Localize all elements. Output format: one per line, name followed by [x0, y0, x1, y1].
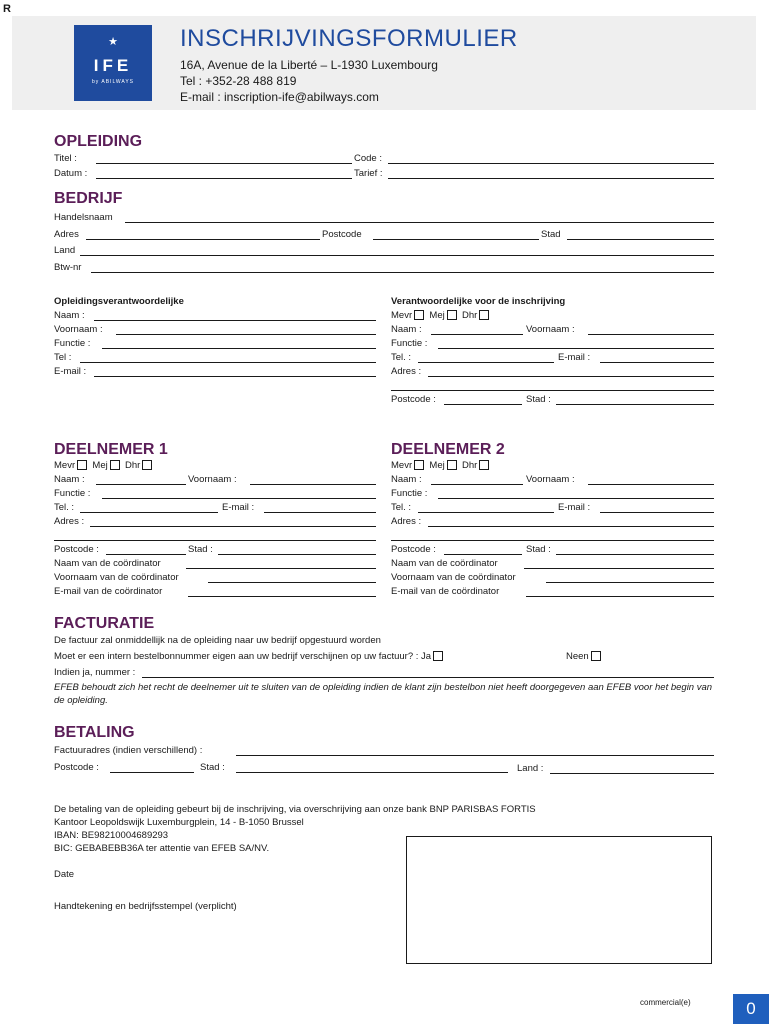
facturatie-neen: Neen [566, 651, 601, 662]
label-d1-naam: Naam : [54, 474, 85, 485]
field-d1-stad[interactable] [218, 554, 376, 555]
field-d2-coord-voornaam[interactable] [546, 582, 714, 583]
checkbox-right-mej[interactable] [447, 310, 457, 320]
field-adres[interactable] [86, 239, 320, 240]
label-d1-coord-naam: Naam van de coördinator [54, 558, 161, 569]
label-d2-stad: Stad : [526, 544, 551, 555]
label-d1-tel: Tel. : [54, 502, 75, 513]
field-stad[interactable] [567, 239, 714, 240]
label-d1-adres: Adres : [54, 516, 85, 527]
checkbox-d1-mevr[interactable] [77, 460, 87, 470]
label-d1-email: E-mail : [222, 502, 255, 513]
label-bet-land: Land : [517, 763, 544, 774]
field-bet-stad[interactable] [236, 772, 508, 773]
field-bet-postcode[interactable] [110, 772, 194, 773]
field-left-email[interactable] [94, 376, 376, 377]
label-right-naam: Naam : [391, 324, 422, 335]
section-facturatie: FACTURATIE [54, 615, 155, 632]
field-d2-postcode[interactable] [444, 554, 522, 555]
corner-mark: R [3, 3, 11, 15]
label-right-adres: Adres : [391, 366, 422, 377]
ife-logo: ★ IFE by ABILWAYS [74, 25, 152, 101]
checkbox-right-dhr[interactable] [479, 310, 489, 320]
field-land[interactable] [80, 255, 714, 256]
label-right-voornaam: Voornaam : [526, 324, 575, 335]
label-postcode: Postcode [322, 229, 362, 240]
facturatie-line-2: Moet er een intern bestelbonnummer eigen aan uw bedrijf verschijnen op uw factuur? : Ja [54, 651, 443, 662]
label-d2-voornaam: Voornaam : [526, 474, 575, 485]
salutation-row-d1: Mevr Mej Dhr [54, 460, 152, 471]
label-d1-postcode: Postcode : [54, 544, 99, 555]
label-date: Date [54, 869, 75, 880]
label-stad: Stad [541, 229, 561, 240]
label-d2-functie: Functie : [391, 488, 428, 499]
field-d1-naam[interactable] [96, 484, 186, 485]
label-bet-stad: Stad : [200, 762, 225, 773]
heading-opleidingsverantwoordelijke: Opleidingsverantwoordelijke [54, 296, 184, 307]
field-right-adres[interactable] [428, 376, 714, 377]
heading-verantwoordelijke-inschrijving: Verantwoordelijke voor de inschrijving [391, 296, 566, 307]
label-land: Land [54, 245, 76, 256]
label-d2-coord-naam: Naam van de coördinator [391, 558, 498, 569]
footer-label: commercial(e) [640, 998, 691, 1007]
label-left-functie: Functie : [54, 338, 91, 349]
field-d2-adres[interactable] [428, 526, 714, 527]
field-d1-voornaam[interactable] [250, 484, 376, 485]
betaling-info-2: Kantoor Leopoldswijk Luxemburgplein, 14 - B-1050 Brussel [54, 817, 304, 828]
checkbox-neen[interactable] [591, 651, 601, 661]
field-d1-postcode[interactable] [106, 554, 186, 555]
field-d1-adres-2[interactable] [54, 540, 376, 541]
label-d1-functie: Functie : [54, 488, 91, 499]
label-left-tel: Tel : [54, 352, 72, 363]
field-left-functie[interactable] [102, 348, 376, 349]
label-d2-email: E-mail : [558, 502, 591, 513]
field-d2-email[interactable] [600, 512, 714, 513]
label-d2-naam: Naam : [391, 474, 422, 485]
label-right-postcode: Postcode : [391, 394, 436, 405]
label-d2-coord-email: E-mail van de coördinator [391, 586, 500, 597]
field-d1-adres[interactable] [90, 526, 376, 527]
checkbox-d2-dhr[interactable] [479, 460, 489, 470]
label-btw: Btw-nr [54, 262, 82, 273]
field-d1-email[interactable] [264, 512, 376, 513]
checkbox-ja[interactable] [433, 651, 443, 661]
field-titel[interactable] [96, 163, 352, 164]
header-email: E-mail : inscription-ife@abilways.com [180, 90, 379, 104]
field-handelsnaam[interactable] [125, 222, 714, 223]
field-left-voornaam[interactable] [116, 334, 376, 335]
field-right-naam[interactable] [431, 334, 523, 335]
label-bet-postcode: Postcode : [54, 762, 99, 773]
label-left-email: E-mail : [54, 366, 87, 377]
field-postcode[interactable] [373, 239, 539, 240]
field-bet-land[interactable] [550, 773, 714, 774]
label-d1-voornaam: Voornaam : [188, 474, 237, 485]
field-datum[interactable] [96, 178, 352, 179]
field-d1-functie[interactable] [102, 498, 376, 499]
checkbox-d2-mevr[interactable] [414, 460, 424, 470]
label-right-email: E-mail : [558, 352, 591, 363]
field-factuuradres[interactable] [236, 755, 714, 756]
field-right-postcode[interactable] [444, 404, 522, 405]
label-signature: Handtekening en bedrijfsstempel (verplicht) [54, 901, 237, 912]
section-deelnemer-2: DEELNEMER 2 [391, 441, 505, 458]
field-d2-naam[interactable] [431, 484, 523, 485]
label-right-stad: Stad : [526, 394, 551, 405]
label-d2-coord-voornaam: Voornaam van de coördinator [391, 572, 516, 583]
header-address: 16A, Avenue de la Liberté – L-1930 Luxembourg [180, 58, 438, 72]
label-d2-postcode: Postcode : [391, 544, 436, 555]
field-d2-coord-email[interactable] [526, 596, 714, 597]
field-right-tel[interactable] [418, 362, 554, 363]
label-code: Code : [354, 153, 382, 164]
field-right-email[interactable] [600, 362, 714, 363]
label-tarief: Tarief : [354, 168, 383, 179]
betaling-iban: IBAN: BE98210004689293 [54, 830, 169, 841]
page-number-badge: 0 [733, 994, 769, 1024]
label-handelsnaam: Handelsnaam [54, 212, 113, 223]
facturatie-note: EFEB behoudt zich het recht de deelnemer uit te sluiten van de opleiding indien de klant zijn bestelbon niet heeft doorgegeven aan EFEB voor het begin van de opleiding. [54, 682, 713, 706]
field-d2-voornaam[interactable] [588, 484, 714, 485]
label-adres: Adres [54, 229, 79, 240]
page-title: INSCHRIJVINGSFORMULIER [180, 25, 518, 52]
label-d2-adres: Adres : [391, 516, 422, 527]
label-right-tel: Tel. : [391, 352, 412, 363]
label-factuuradres: Factuuradres (indien verschillend) : [54, 745, 203, 756]
section-betaling: BETALING [54, 724, 135, 741]
field-d2-coord-naam[interactable] [524, 568, 714, 569]
field-right-adres-2[interactable] [391, 390, 714, 391]
field-left-naam[interactable] [94, 320, 376, 321]
field-tarief[interactable] [388, 178, 714, 179]
signature-box[interactable] [406, 836, 712, 964]
logo-star-icon: ★ [108, 36, 118, 48]
label-d2-tel: Tel. : [391, 502, 412, 513]
field-d1-tel[interactable] [80, 512, 218, 513]
field-right-functie[interactable] [438, 348, 714, 349]
checkbox-d2-mej[interactable] [447, 460, 457, 470]
facturatie-line-1: De factuur zal onmiddellijk na de opleiding naar uw bedrijf opgestuurd worden [54, 635, 381, 646]
field-right-voornaam[interactable] [588, 334, 714, 335]
betaling-info-1: De betaling van de opleiding gebeurt bij de inschrijving, via overschrijving aan onze bank BNP PARISBAS FORTIS [54, 804, 536, 815]
section-bedrijf: BEDRIJF [54, 190, 123, 207]
field-d1-coord-email[interactable] [188, 596, 376, 597]
field-d2-functie[interactable] [438, 498, 714, 499]
field-d1-coord-voornaam[interactable] [208, 582, 376, 583]
label-right-functie: Functie : [391, 338, 428, 349]
field-code[interactable] [388, 163, 714, 164]
field-left-tel[interactable] [80, 362, 376, 363]
salutation-row-d2: Mevr Mej Dhr [391, 460, 489, 471]
label-left-voornaam: Voornaam : [54, 324, 103, 335]
field-btw[interactable] [91, 272, 714, 273]
field-d1-coord-naam[interactable] [186, 568, 376, 569]
field-right-stad[interactable] [556, 404, 714, 405]
field-d2-adres-2[interactable] [391, 540, 714, 541]
label-titel: Titel : [54, 153, 77, 164]
label-d1-stad: Stad : [188, 544, 213, 555]
checkbox-d1-mej[interactable] [110, 460, 120, 470]
facturatie-line-3: Indien ja, nummer : [54, 667, 136, 678]
header-tel: Tel : +352-28 488 819 [180, 74, 297, 88]
checkbox-d1-dhr[interactable] [142, 460, 152, 470]
betaling-bic: BIC: GEBABEBB36A ter attentie van EFEB SA/NV. [54, 843, 270, 854]
field-d2-tel[interactable] [418, 512, 554, 513]
field-d2-stad[interactable] [556, 554, 714, 555]
label-left-naam: Naam : [54, 310, 85, 321]
checkbox-right-mevr[interactable] [414, 310, 424, 320]
section-deelnemer-1: DEELNEMER 1 [54, 441, 168, 458]
field-bestelbonnummer[interactable] [142, 677, 714, 678]
section-opleiding: OPLEIDING [54, 133, 143, 150]
label-d1-coord-email: E-mail van de coördinator [54, 586, 163, 597]
label-datum: Datum : [54, 168, 88, 179]
label-d1-coord-voornaam: Voornaam van de coördinator [54, 572, 179, 583]
salutation-row-right: Mevr Mej Dhr [391, 310, 489, 321]
